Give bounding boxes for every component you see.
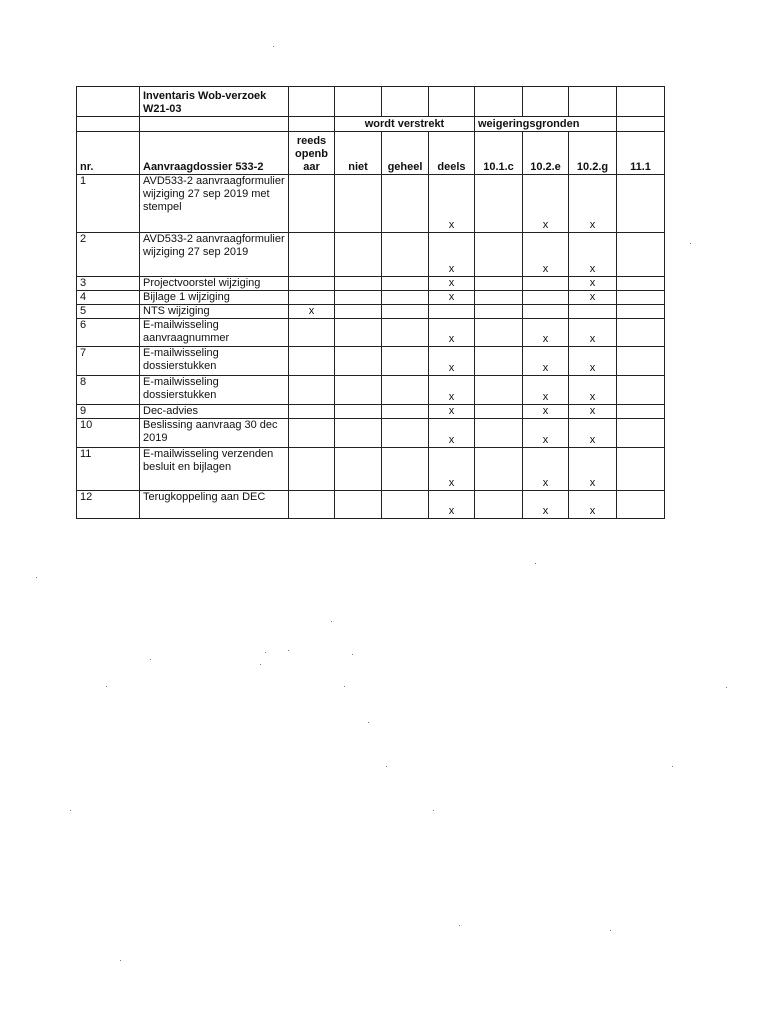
mark-reeds (289, 233, 335, 277)
mark-g1 (475, 305, 523, 319)
document-name: Projectvoorstel wijziging (140, 277, 289, 291)
inventory-body (77, 175, 665, 519)
row-number: 12 (77, 491, 140, 519)
mark-g1 (475, 419, 523, 448)
row-number: 8 (77, 376, 140, 405)
document-name: AVD533-2 aanvraagformulier wijziging 27 sep 2019 (140, 233, 289, 277)
mark-g2 (523, 291, 569, 305)
mark-g1 (475, 405, 523, 419)
mark-niet (335, 233, 382, 277)
scan-speck (120, 960, 121, 961)
row-number: 3 (77, 277, 140, 291)
mark-g3: x (569, 376, 617, 405)
mark-reeds (289, 347, 335, 376)
mark-geheel (382, 448, 429, 491)
scan-speck (106, 686, 107, 687)
mark-g2: x (523, 347, 569, 376)
mark-g3: x (569, 405, 617, 419)
table-row (77, 405, 665, 419)
table-row (77, 175, 665, 233)
scan-speck (690, 243, 691, 244)
mark-deels: x (429, 277, 475, 291)
mark-g2: x (523, 405, 569, 419)
document-name: E-mailwisseling aanvraagnummer (140, 319, 289, 347)
scan-speck (352, 654, 353, 655)
mark-g1 (475, 448, 523, 491)
row-number: 10 (77, 419, 140, 448)
mark-g4 (617, 419, 665, 448)
scan-speck (433, 810, 434, 811)
column-header-row (77, 132, 665, 175)
col-header-dossier: Aanvraagdossier 533-2 (140, 132, 289, 175)
row-number: 4 (77, 291, 140, 305)
scan-speck (265, 652, 266, 653)
table-row (77, 291, 665, 305)
col-header-nr: nr. (77, 132, 140, 175)
mark-deels: x (429, 175, 475, 233)
scan-speck (70, 810, 71, 811)
col-header-reeds: reeds openb aar (289, 132, 335, 175)
mark-g3: x (569, 448, 617, 491)
mark-g1 (475, 233, 523, 277)
mark-g2: x (523, 491, 569, 519)
mark-deels: x (429, 291, 475, 305)
row-number: 9 (77, 405, 140, 419)
mark-g2: x (523, 419, 569, 448)
mark-g4 (617, 233, 665, 277)
document-name: E-mailwisseling verzenden besluit en bijlagen (140, 448, 289, 491)
mark-g4 (617, 305, 665, 319)
mark-g1 (475, 175, 523, 233)
document-name: E-mailwisseling dossierstukken (140, 347, 289, 376)
mark-g2 (523, 305, 569, 319)
table-row (77, 419, 665, 448)
inventory-table (76, 86, 665, 519)
title-row (77, 87, 665, 117)
mark-niet (335, 291, 382, 305)
mark-g4 (617, 376, 665, 405)
mark-g2: x (523, 319, 569, 347)
mark-g1 (475, 277, 523, 291)
mark-geheel (382, 319, 429, 347)
mark-geheel (382, 419, 429, 448)
mark-deels: x (429, 448, 475, 491)
mark-geheel (382, 347, 429, 376)
mark-g3: x (569, 291, 617, 305)
document-name: E-mailwisseling dossierstukken (140, 376, 289, 405)
document-name: NTS wijziging (140, 305, 289, 319)
document-name: Dec-advies (140, 405, 289, 419)
scan-speck (368, 722, 369, 723)
group-header-weigeringsgronden: weigeringsgronden (475, 117, 617, 132)
table-row (77, 319, 665, 347)
mark-g3: x (569, 347, 617, 376)
mark-g4 (617, 448, 665, 491)
row-number: 11 (77, 448, 140, 491)
row-number: 2 (77, 233, 140, 277)
table-row (77, 491, 665, 519)
mark-reeds (289, 277, 335, 291)
mark-g2 (523, 277, 569, 291)
col-header-10-2-g: 10.2.g (569, 132, 617, 175)
mark-g1 (475, 319, 523, 347)
scan-speck (535, 563, 536, 564)
mark-geheel (382, 291, 429, 305)
col-header-geheel: geheel (382, 132, 429, 175)
scan-speck (36, 577, 37, 578)
table-title: Inventaris Wob-verzoek W21-03 (140, 87, 289, 117)
mark-g3 (569, 305, 617, 319)
mark-reeds: x (289, 305, 335, 319)
mark-g2: x (523, 175, 569, 233)
table-row (77, 448, 665, 491)
document-name: AVD533-2 aanvraagformulier wijziging 27 sep 2019 met stempel (140, 175, 289, 233)
mark-g3: x (569, 491, 617, 519)
mark-reeds (289, 291, 335, 305)
mark-niet (335, 277, 382, 291)
mark-niet (335, 419, 382, 448)
mark-niet (335, 319, 382, 347)
mark-niet (335, 347, 382, 376)
mark-g2: x (523, 233, 569, 277)
group-header-row (77, 117, 665, 132)
mark-niet (335, 491, 382, 519)
row-number: 7 (77, 347, 140, 376)
mark-geheel (382, 175, 429, 233)
mark-g4 (617, 277, 665, 291)
mark-deels: x (429, 233, 475, 277)
mark-g1 (475, 376, 523, 405)
mark-g2: x (523, 376, 569, 405)
col-header-10-2-e: 10.2.e (523, 132, 569, 175)
mark-g3: x (569, 175, 617, 233)
mark-reeds (289, 175, 335, 233)
mark-niet (335, 405, 382, 419)
table-row (77, 305, 665, 319)
mark-reeds (289, 419, 335, 448)
mark-g3: x (569, 319, 617, 347)
scan-speck (273, 46, 274, 47)
mark-geheel (382, 305, 429, 319)
mark-niet (335, 175, 382, 233)
mark-g1 (475, 491, 523, 519)
scan-speck (288, 650, 289, 651)
row-number: 5 (77, 305, 140, 319)
document-name: Bijlage 1 wijziging (140, 291, 289, 305)
mark-niet (335, 448, 382, 491)
mark-geheel (382, 277, 429, 291)
mark-g4 (617, 319, 665, 347)
scan-speck (726, 687, 727, 688)
scan-speck (260, 664, 261, 665)
mark-g3: x (569, 233, 617, 277)
col-header-11-1: 11.1 (617, 132, 665, 175)
scan-speck (386, 766, 387, 767)
mark-geheel (382, 376, 429, 405)
mark-g4 (617, 291, 665, 305)
mark-deels: x (429, 376, 475, 405)
mark-niet (335, 305, 382, 319)
mark-g4 (617, 491, 665, 519)
scan-speck (344, 686, 345, 687)
mark-g3: x (569, 277, 617, 291)
scan-speck (610, 930, 611, 931)
mark-deels: x (429, 347, 475, 376)
mark-reeds (289, 319, 335, 347)
mark-g1 (475, 347, 523, 376)
mark-deels (429, 305, 475, 319)
document-name: Terugkoppeling aan DEC (140, 491, 289, 519)
mark-g3: x (569, 419, 617, 448)
table-row (77, 376, 665, 405)
mark-g4 (617, 175, 665, 233)
mark-reeds (289, 376, 335, 405)
mark-reeds (289, 405, 335, 419)
mark-deels: x (429, 319, 475, 347)
document-name: Beslissing aanvraag 30 dec 2019 (140, 419, 289, 448)
mark-g1 (475, 291, 523, 305)
mark-geheel (382, 491, 429, 519)
table-row (77, 233, 665, 277)
scan-speck (459, 925, 460, 926)
mark-reeds (289, 491, 335, 519)
mark-geheel (382, 233, 429, 277)
col-header-10-1-c: 10.1.c (475, 132, 523, 175)
table-row (77, 277, 665, 291)
table-row (77, 347, 665, 376)
mark-deels: x (429, 419, 475, 448)
col-header-niet: niet (335, 132, 382, 175)
mark-deels: x (429, 405, 475, 419)
scan-speck (672, 766, 673, 767)
scan-speck (331, 621, 332, 622)
row-number: 1 (77, 175, 140, 233)
row-number: 6 (77, 319, 140, 347)
mark-deels: x (429, 491, 475, 519)
col-header-deels: deels (429, 132, 475, 175)
mark-g4 (617, 347, 665, 376)
scan-speck (150, 659, 151, 660)
mark-g2: x (523, 448, 569, 491)
mark-g4 (617, 405, 665, 419)
mark-niet (335, 376, 382, 405)
mark-reeds (289, 448, 335, 491)
mark-geheel (382, 405, 429, 419)
group-header-verstrekt: wordt verstrekt (335, 117, 475, 132)
